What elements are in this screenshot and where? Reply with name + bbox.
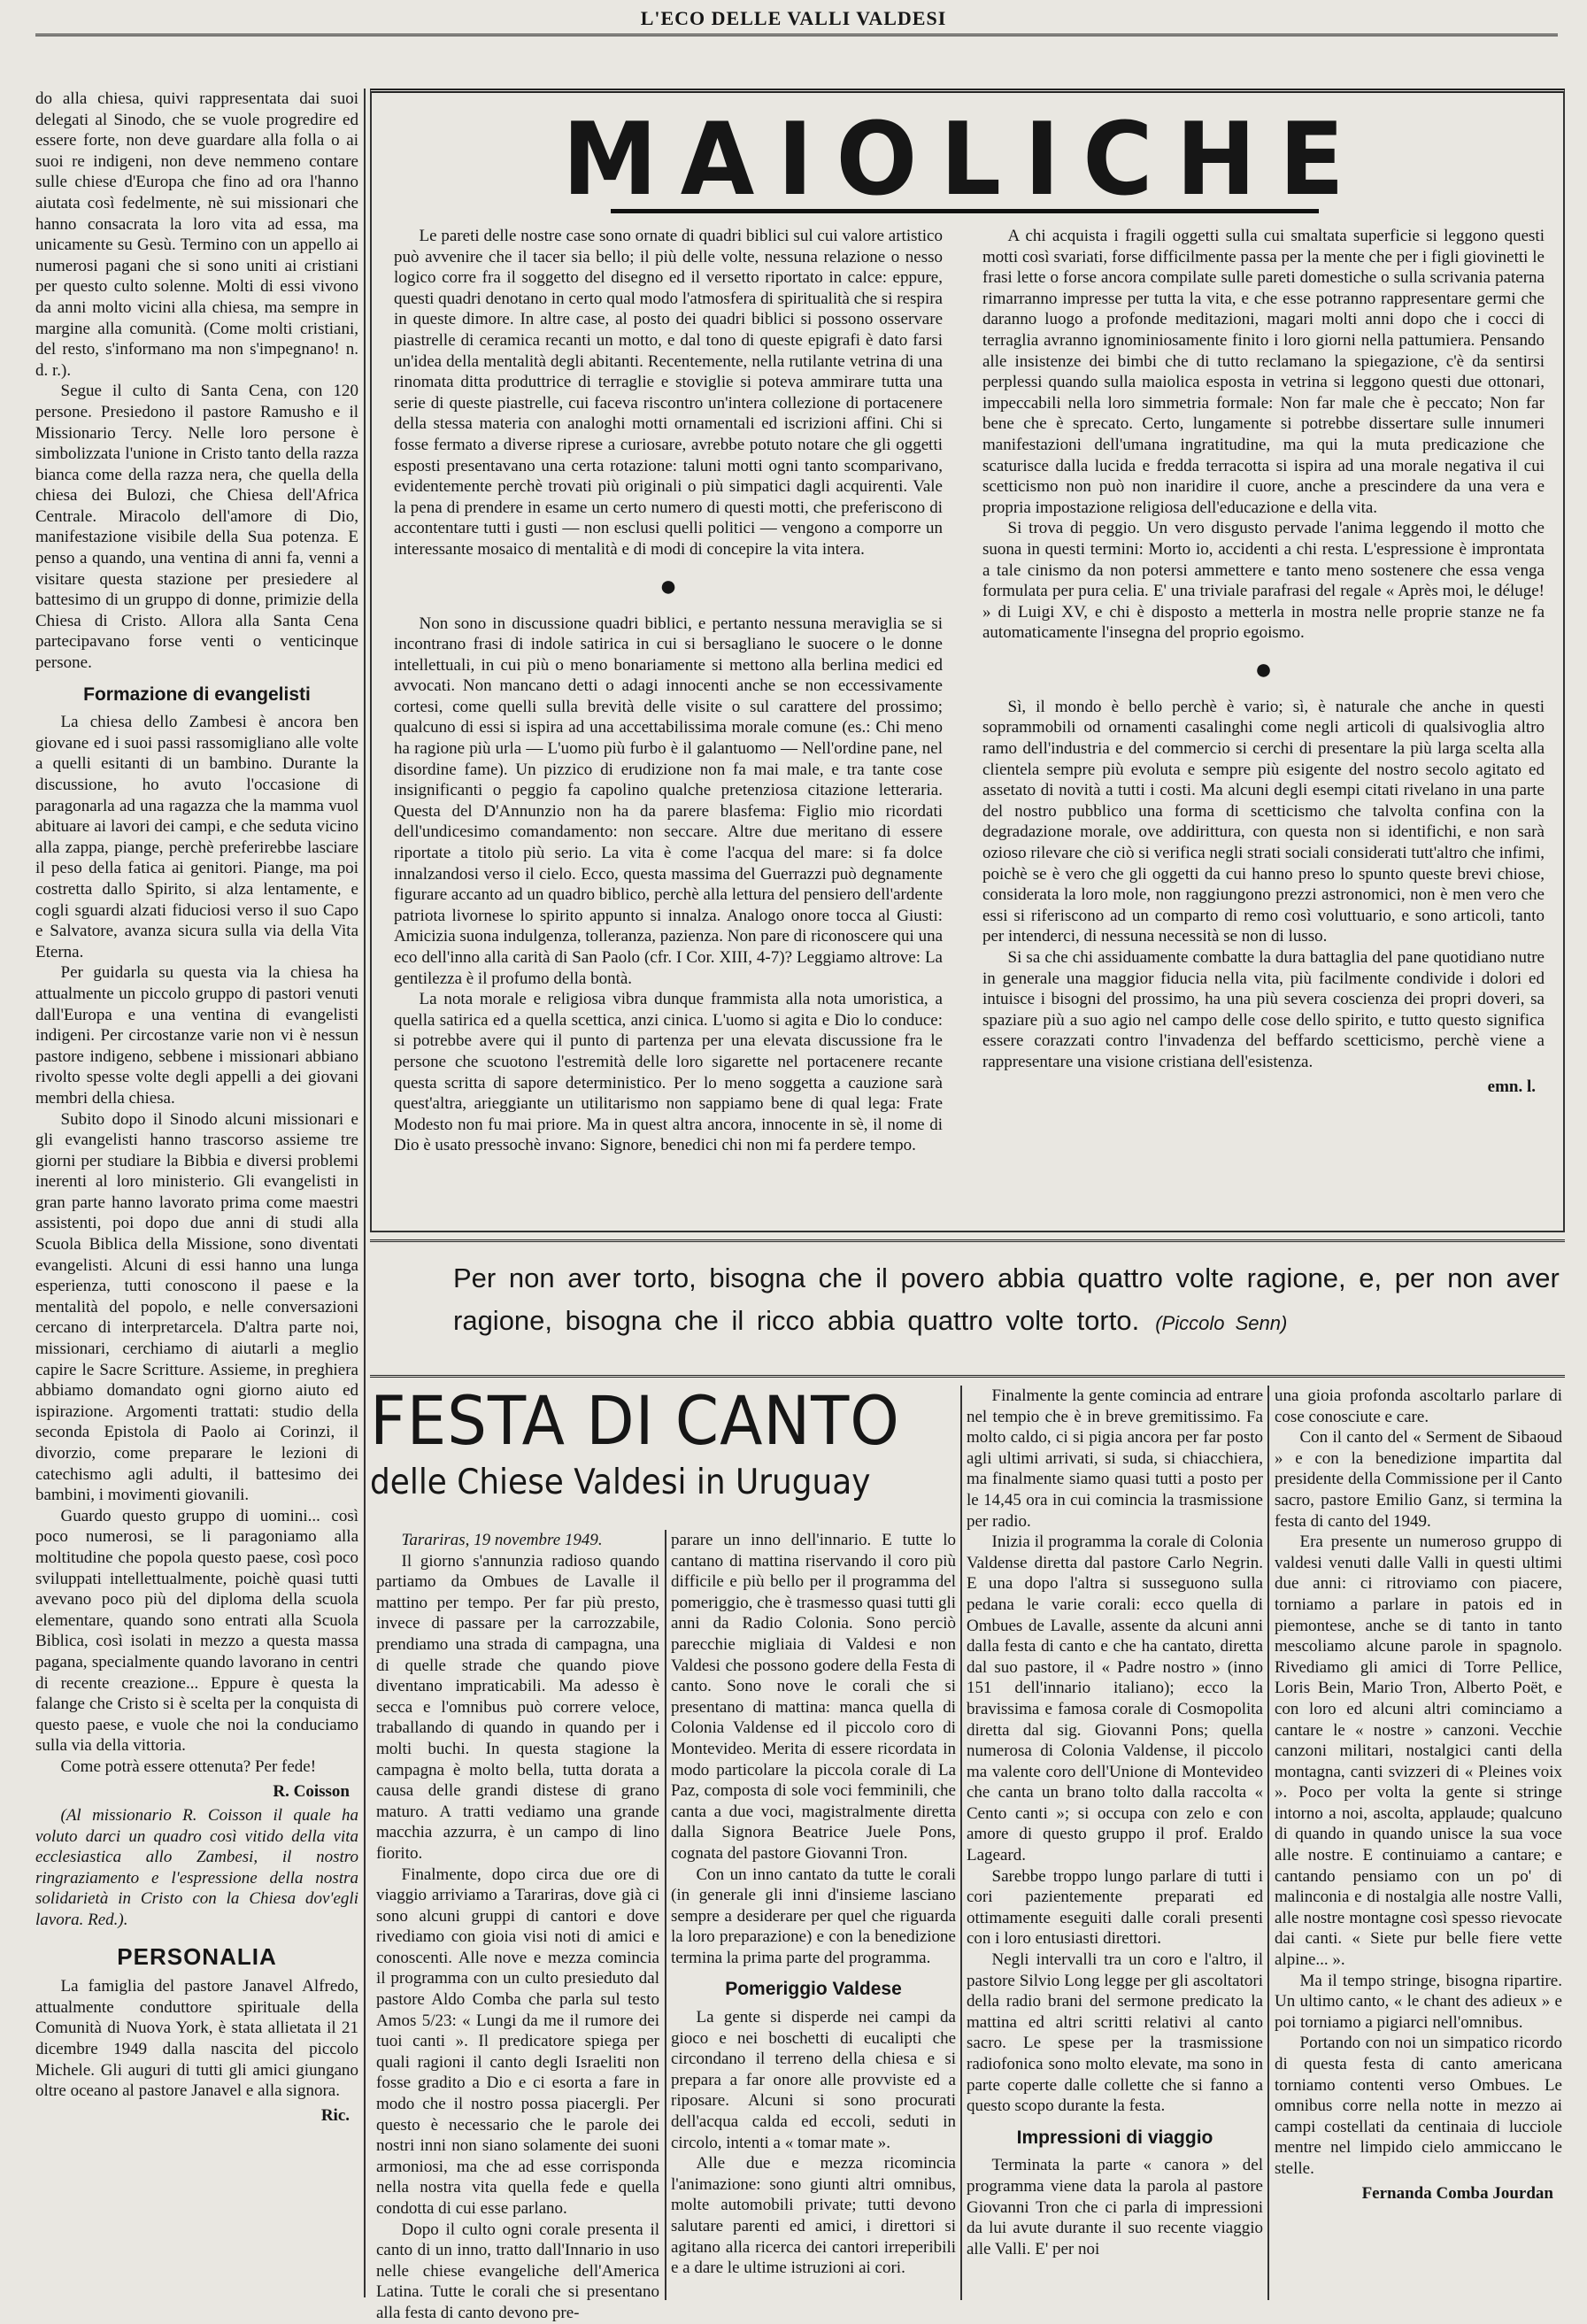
left-column [35, 89, 358, 2297]
maioliche-column-1 [394, 226, 943, 1222]
author-signature: Fernanda Comba Jourdan [1361, 2183, 1553, 2203]
bullet-separator-icon: ● [659, 569, 678, 603]
bullet-separator-icon: ● [1254, 652, 1273, 686]
section-title: PERSONALIA [117, 1942, 277, 1970]
paragraph: Sì, il mondo è bello perchè è vario; sì, è naturale che anche in questi soprammobili od ornamenti casalinghi come negli articoli di qualsivoglia altro ramo dell'industria e del commercio si cerchi di presentare la più larga scelta alla clientela sempre più evoluta e sempre più esigente del nostro secolo agitato ed assetato di novità a tutti i costi. Ma alcuni degli esempi citati rivelano in una parte del nostro pubblico una forma di scetticismo che talvolta confina con la degradazione morale, ove addirittura, con questa non si identifichi, e non sarà ozioso rilevare che ciò si verifica negli strati sociali considerati tutt'altro che infimi, poichè se è vero che gli oggetti da cui hanno preso lo spunto queste brevi chiose, considerata la loro mole, non raggiungono prezzi astronomici, non è men vero che essi si riferiscono ad un comparto di remo così voluttuario, e sono articoli, tanto per intenderci, di nessuna necessità se non di lusso. [982, 697, 1545, 946]
paragraph: Segue il culto di Santa Cena, con 120 persone. Presiedono il pastore Ramusho e il Missionario Tercy. Nelle loro persone è simbolizzata l'unione in Cristo tanto della razza bianca come della razza nera, che quella della chiesa dei Bulozi, che Chiesa dell'Africa Centrale. Miracolo dell'amore di Dio, manifestazione visibile della Sua potenza. E penso a quando, una ventina di anni fa, venni a visitare questa stazione per presiedere al battesimo di un gruppo di donne, primizie della Chiesa di Cristo. Allora alla Santa Cena partecipavano forse venti o venticinque persone. [35, 382, 358, 673]
paragraph: Guardo questo gruppo di uomini... così poco numerosi, se li paragoniamo alla moltitudine che popola questo paese, così poco sviluppati intellettualmente, poichè quasi tutti avevano poco più del diploma della scuola elementare, quando sono entrati alla Scuola Biblica, così isolati in mezzo a questa massa pagana, specialmente quando lavorano in centri di recente creazione... Eppure è questa la falange che Cristo si è scelta per la conquista di questo paese, e vuole che noi la conduciamo sulla via della vittoria. [35, 1506, 358, 1756]
quote-text: Per non aver torto, bisogna che il povero abbia quattro volte ragione, e, per non aver ragione, bisogna che il ricco abbia quattro volte torto. [453, 1262, 1560, 1336]
festa-column-3 [967, 1386, 1263, 2300]
paragraph: Si trova di peggio. Un vero disgusto pervade l'anima leggendo il motto che suona in questi termini: Morto io, accidenti a chi resta. L'espressione è improntata a tale cinismo da non potersi ammettere e tanto meno sostenere che essa venga formulata per pura celia. E' una triviale parafrasi del regale « Après moi, le déluge! » di Luigi XV, e chi è disposto a metterla in mostra nelle proprie stanze ne fa automaticamente l'insegna del proprio egoismo. [982, 519, 1545, 643]
paragraph: Sarebbe troppo lungo parlare di tutti i cori pazientemente preparati ed ottimamente eseguiti dalle corali presenti con i loro entusiasti direttori. [967, 1866, 1263, 1949]
paragraph: Portando con noi un simpatico ricordo di questa festa di canto americana torniamo contenti verso Ombues. Le omnibus corre nella notte in mezzo ai campi costellati da centinaia di lucciole mentre nel limpido cielo ammiccano le stelle. [1275, 2034, 1562, 2178]
paragraph: Con un inno cantato da tutte le corali (in generale gli inni d'insieme lasciano sempre a desiderare per quel che riguarda la loro preparazione) e con la benedizione termina la prima parte del programma. [671, 1865, 956, 1967]
dateline: Tarariras, 19 novembre 1949. [401, 1531, 603, 1549]
paragraph: Ma il tempo stringe, bisogna ripartire. Un ultimo canto, « le chant des adieux » e poi torniamo a pigiarci nell'omnibus. [1275, 1971, 1562, 2032]
column-divider [1267, 1386, 1269, 2300]
paragraph-continued: parare un inno dell'innario. E tutte lo cantano di mattina riservando il coro più difficile e più bello per il programma del pomeriggio, che è trasmesso quasi tutti gli anni da Radio Colonia. Sono perciò parecchie migliaia di Valdesi e non Valdesi che possono godere della Festa di canto. Sono nove le corali che si presentano di mattina: manca quella di Colonia Valdense ed il piccolo coro di Montevideo. Merita di essere ricordata in modo particolare la piccola corale di La Paz, composta di sole voci femminili, che canta a due voci, magistralmente diretta dalla Signora Beatrice Juele Pons, cognata del pastore Giovanni Tron. [671, 1531, 956, 1863]
paragraph: Era presente un numeroso gruppo di valdesi venuti dalle Valli in questi ultimi due anni: ci ritroviamo con piacere, torniamo a parlare in patois ed in piemontese, anche se di tanto in tanto mescoliamo alcune parole in spagnolo. Rivediamo gli amici di Torre Pellice, Loris Bein, Mario Tron, Alberto Poët, e con loro ed alcuni altri cominciamo a cantare le « nostre » canzoni. Vecchie canzoni militari, nostalgici canti della montagna, canti svizzeri di « Pleines voix ». Poco per volta la gente si stringe intorno a noi, ascolta, applaude; qualcuno di quando in quando unisce la sua voce alle nostre. E continuiamo a cantare; e cantando pensiamo con un po' di malinconia e di nostalgia alle nostre Valli, alle nostre montagne così spesso rievocate dai canti. « Siete pur belle fiere vette alpine... ». [1275, 1533, 1562, 1970]
paragraph: Alle due e mezza ricomincia l'animazione: sono giunti altri omnibus, molte automobili private; tutti devono salutare parenti ed amici, i direttori si agitano alla ricerca dei cantori irreperibili e a dare le ultime istruzioni ai cori. [671, 2154, 956, 2278]
paragraph: Per guidarla su questa via la chiesa ha attualmente un piccolo gruppo di pastori venuti dall'Europa e una ventina di evangelisti indigeni. Per circostanze varie non vi è nessun pastore indigeno, sebbene i missionari abbiano rivolto spesse volte degli appelli a dei giovani membri della chiesa. [35, 963, 358, 1108]
author-signature: emn. l. [1487, 1077, 1536, 1096]
column-divider [960, 1386, 962, 2300]
paragraph: Subito dopo il Sinodo alcuni missionari e gli evangelisti hanno trascorso assieme tre giorni per studiare la Bibbia e diversi problemi inerenti al loro ministerio. Gli evangelisti in gran parte hanno lavorato prima come maestri assistenti, poi dopo due anni di studi alla Scuola Biblica della Missione, sono diventati evangelisti. Alcuni di essi hanno una lunga esperienza, tutti conoscono il paese e la mentalità del popolo, e nelle conversazioni cercano di interpretarcela. D'altra parte noi, missionari, cerchiamo di aiutarli a meglio capire le Sacre Scritture. Assieme, in preghiera abbiamo domandato ogni giorno aiuto ed ispirazione. Argomenti trattati: studio della seconda Epistola di Paolo ai Corinzi, il divorzio, come preparare le lezioni di catechismo agli adulti, il battesimo dei bambini, i movimenti giovanili. [35, 1109, 358, 1505]
quote-source: (Piccolo Senn) [1155, 1312, 1288, 1334]
paragraph: La gente si disperde nei campi da gioco e nei boschetti di eucalipti che circondano il terreno della chiesa e si prepara a far onore alle provviste ed a riposare. Alcuni si sono procurati dell'acqua calda ed eccoli, seduti in circolo, intenti a « tomar mate ». [671, 2008, 956, 2152]
paragraph: Il giorno s'annunzia radioso quando partiamo da Ombues de Lavalle il mattino per tempo. Per far più presto, invece di passare per la carrozzabile, prendiamo una strada di campagna, una di quelle strade che quando piove diventano impraticabili. Ma adesso è secca e l'omnibus può correre veloce, traballando di quando in quando per i molti buchi. In questa stagione la campagna è molto bella, tutta dorata a causa delle grandi distese di grano maturo. A tratti vediamo una grande macchia azzurra, è un campo di lino fiorito. [376, 1551, 659, 1863]
paragraph: Come potrà essere ottenuta? Per fede! [60, 1757, 317, 1776]
paragraph: Le pareti delle nostre case sono ornate di quadri biblici sul cui valore artistico può avvenire che il tacer sia bello; il più delle volte, nessuna relazione o nesso logico corre fra il soggetto del disegno ed il versetto riportato in calce: eppure, questi quadri denotano in certo qual modo l'atmosfera di spiritualità che si respira in queste dimore. In altre case, al posto dei quadri biblici si possono osservare piastrelle di ceramica recanti un motto, e dal tono di queste epigrafi è dato farsi un'idea della mentalità degli abitanti. Recentemente, nella rutilante vetrina di una rinomata ditta produttrice di terraglie e stoviglie si poteva ammirare tutta una serie di queste piastrelle, cui faceva riscontro un'intera collezione di portacenere della stessa materia con analoghi motti ornamentali ed iscrizioni affini. Chi si fosse fermato a diverse riprese a curiosare, avrebbe potuto notare che gli oggetti esposti presentavano una certa rotazione: taluni motti ogni tanto scomparivano, evidentemente perchè trovati più originali o più simpatici dagli acquirenti. Vale la pena di prendere in esame un certo numero di questi motti, che preferiscono di accontentare tutti i gusti — non esclusi quelli politici — vengono a comporre un interessante mosaico di mentalità e di modi di concepire la vita intera. [394, 227, 943, 559]
paragraph: Con il canto del « Serment de Sibaoud » e con la benedizione impartita dal presidente della Commissione per il Canto sacro, pastore Emilio Ganz, si termina la festa di canto del 1949. [1275, 1428, 1562, 1531]
paragraph: Dopo il culto ogni corale presenta il canto di un inno, tratto dall'Innario in uso nelle chiese evangeliche dell'America Latina. Tutte le corali che si presentano alla festa di canto devono pre- [376, 2220, 659, 2322]
quote-top-rule [370, 1239, 1565, 1242]
title-underline [611, 209, 1319, 213]
author-signature: Ric. [320, 2105, 350, 2125]
section-heading: Impressioni di viaggio [1016, 2127, 1213, 2148]
paragraph: Finalmente, dopo circa due ore di viaggio arriviamo a Tarariras, dove già ci sono alcuni gruppi di cantori e dove rivediamo con gioia visi noti di amici e conoscenti. Alle nove e mezza comincia il programma con un culto presieduto dal pastore Aldo Comba che parla sul testo Amos 5/23: « Lungi da me il rumore dei tuoi canti ». Il predicatore spiega per quali ragioni il canto degli Israeliti non fosse gradito a Dio e ci esorta a fare in modo che il nostro possa piacergli. Per questo è necessario che le parole dei nostri inni non siano solamente dei suoni armoniosi, ma che ad esse corrisponda nella nostra vita quella fede e quella condotta di cui esse parlano. [376, 1865, 659, 2218]
quote-bottom-rule [370, 1375, 1565, 1378]
column-divider [665, 1530, 666, 2300]
newspaper-header: L'ECO DELLE VALLI VALDESI [640, 7, 947, 29]
paragraph-continued: do alla chiesa, quivi rappresentata dai suoi delegati al Sinodo, che se vuole progredire ed essere forte, non deve guardare alla folla o ai suoi re indigeni, non deve nemmeno contare sulle chiese d'Europa che fino ad ora l'hanno aiutata così fedelmente, nè sui missionari che hanno consacrata la loro vita ad essa, ma unicamente su Gesù. Termino con un appello ai numerosi pagani che si sono uniti ai cristiani per questo culto solenne. Molti di essi vivono da anni molto vicini alla chiesa, ma sempre in margine alla comunità. (Come molti cristiani, del resto, s'informano ma non s'impegnano! n. d. r.). [35, 89, 358, 380]
paragraph: Si sa che chi assiduamente combatte la dura battaglia del pane quotidiano nutre in generale una maggior fiducia nella vita, più facilmente condivide i dolori ed intuisce i bisogni del prossimo, ha una più severa coscienza dei propri doveri, sa spaziare più a suo agio nel campo delle cose dello spirito, e tutto questo significa essere corazzati contro l'invadenza del beffardo scetticismo, perchè viene a rappresentare una visione cristiana dell'esistenza. [982, 948, 1545, 1071]
section-heading: Pomeriggio Valdese [725, 1979, 902, 2000]
paragraph: Negli intervalli tra un coro e l'altro, il pastore Silvio Long legge per gli ascoltatori della radio brani del sermone predicato la mattina ed altri scritti relativi al canto sacro. Le spese per la trasmissione radiofonica sono molto elevate, ma sono in parte coperte dalle collette che si fanno a questo scopo durante la festa. [967, 1950, 1263, 2116]
festa-subtitle: delle Chiese Valdesi in Uruguay [370, 1463, 871, 1502]
paragraph: Terminata la parte « canora » del programma viene data la parola al pastore Giovanni Tron che ci parla di impressioni da lui avute durante il suo recente viaggio alle Valli. E' per noi [967, 2156, 1263, 2258]
paragraph-continued: una gioia profonda ascoltarlo parlare di cose conosciute e care. [1275, 1386, 1562, 1426]
festa-title: FESTA DI CANTO [370, 1381, 900, 1460]
paragraph: Inizia il programma la corale di Colonia Valdense diretta dal pastore Carlo Negrin. E una dopo l'altra si susseguono sulla pedana le varie corali: ecco quella di Ombues de Lavalle, assente da alcuni anni dalla festa di canto e che ha cantato, diretta dal suo pastore, il « Padre nostro » (inno 151 dell'innario italiano); ecco la bravissima e famosa corale di Cosmopolita diretta dal sig. Giovanni Pons; quella numerosa di Colonia Valdense, il piccolo ma valente coro dell'Unione di Montevideo che canta un brano tolto dalla raccolta « Cento canti »; si occupa con zelo e con amore di questo gruppo il prof. Eraldo Lageard. [967, 1533, 1263, 1865]
paragraph: A chi acquista i fragili oggetti sulla cui smaltata superficie si leggono questi motti così svariati, forse difficilmente passa per la mente che per i figli giovinetti le frasi lette o forse ancora compilate sulle pareti domestiche o sulla scrivania paterna rimarranno impresse per tutta la vita, e che esse potranno rappresentare germi che daranno luogo a profonde meditazioni, magari molti anni dopo che i cocci di terraglia avranno ignominiosamente finito i loro giorni nella pattumiera. Pensando alle insistenze dei bimbi che di tutto reclamano la spiegazione, c'è da sentirsi perplessi quando sulla maiolica esposta in vetrina si leggono questi due ottonari, impeccabili nella loro simmetria formale: Non far male che è peccato; Non far bene che è sprecato. Certo, lungamente si potrebbe dissertare sulle innumeri manifestazioni dell'umana ingratitudine, ma qui la muta predicazione che scaturisce dalla lucida e fredda terracotta si ispira ad una morale negativa il cui scetticismo non può non inaridire il cuore, anche a prescindere da una vera e propria impostazione religiosa dell'educazione e della vita. [982, 227, 1545, 517]
section-heading: Formazione di evangelisti [83, 683, 311, 705]
paragraph: Non sono in discussione quadri biblici, e pertanto nessuna meraviglia se si incontrano frasi di indole satirica in cui si bersagliano le suocere o le donne intellettuali, in cui più o meno bonariamente si mettono alla berlina medici ed avvocati. Non mancano detti o adagi innocenti anche se non eccessivamente cortesi, come quelli sulla brevità delle visite o sul carattere del prossimo; qualcuno di essi si ispira ad una accettabilissima morale comune (es.: Chi meno ha ragione più urla — L'uomo più furbo è il galantuomo — Nell'ordine pane, nel disordine fame). Un pizzico di erudizione non fa mai male, e tra tante cose insignificanti o peggio fa capolino qualche pretenziosa citazione letteraria. Questa del D'Annunzio non ha da parere blasfema: Figlio mio ricordati dell'undicesimo comandamento: non seccare. Altre due meritano di essere riportate a titolo più serio. La vita è come l'acqua del mare: si fa dolce innalzandosi verso il cielo. Ecco, questa massima del Guerrazzi può degnamente figurare accanto ad un quadro biblico, perchè alla lettura del pensiero dell'ardente patriota livornese lo spirito appunto si innalza. Analogo onore tocca al Giusti: Amicizia suona indulgenza, tolleranza, pazienza. Non pare di riconoscere qui una eco dell'inno alla carità di San Paolo (cfr. I Cor. XIII, 4-7)? Leggiamo altrove: La gentilezza è il profumo della bontà. [394, 614, 943, 988]
paragraph: Finalmente la gente comincia ad entrare nel tempio che è in breve gremitissimo. Fa molto caldo, ci si pigia ancora per far posto agli ultimi arrivati, si suda, si chiacchiera, ma finalmente siamo quasi tutti a posto per le 14,45 ora in cui comincia la trasmissione per radio. [967, 1386, 1263, 1531]
paragraph: La nota morale e religiosa vibra dunque frammista alla nota umoristica, a quella satirica ed a quella scettica, anzi cinica. L'uomo si agita e Dio lo conduce: si potrebbe avere qui il punto di partenza per una elevata discussione fra le persone che scuotono l'estremità delle loro sigarette nel portacenere recante questa scritta di sapore deterministico. Per lo meno soggetta a cauzione sarà quest'altra, arieggiante un utilitarismo non sappiamo bene di qual lega: Frate Modesto non fu mai priore. Ma in quest altra ancora, innocente in sè, il nome di Dio è usato pressochè invano: Signore, benedici chi non mi fa perdere tempo. [394, 990, 943, 1155]
author-signature: R. Coisson [273, 1781, 350, 1801]
festa-column-4 [1275, 1386, 1562, 2300]
column-divider [364, 89, 366, 2297]
paragraph: La chiesa dello Zambesi è ancora ben giovane ed i suoi passi rassomigliano alle volte a quelli esitanti di un bambino. Durante la discussione, ho avuto l'occasione di paragonarla ad una ragazza che la mamma vuol abituare ai lavori dei campi, e che seduta vicino alla zappa, piange, perchè preferirebbe lasciare il peso della fatica ai genitori. Piange, ma poi costretta dallo Spirito, si alza lentamente, e cogli sguardi alzati fiduciosi verso il suo Capo e Salvatore, avanza sicura sulla via della Vita Eterna. [35, 713, 358, 961]
maioliche-column-2 [982, 226, 1545, 1222]
quote-box [372, 1257, 1562, 1345]
paragraph: La famiglia del pastore Janavel Alfredo, attualmente conduttore spirituale della Comunità di Nuova York, è stata allietata il 21 dicembre 1949 dalla nascita del piccolo Michele. Gli auguri di tutti gli amici giungano oltre oceano al pastore Janavel e alla signora. [35, 1977, 358, 2101]
editor-note: (Al missionario R. Coisson il quale ha voluto darci un quadro così vitido della vita ecclesiastica allo Zambesi, il nostro ringraziamento e l'espressione della nostra solidarietà in Cristo con la Chiesa dov'egli lavora. Red.). [35, 1806, 358, 1930]
festa-column-1 [376, 1530, 659, 2322]
header-rule [35, 34, 1558, 36]
festa-column-2 [671, 1530, 956, 2300]
maioliche-title: MAIOLICHE [562, 101, 1367, 219]
